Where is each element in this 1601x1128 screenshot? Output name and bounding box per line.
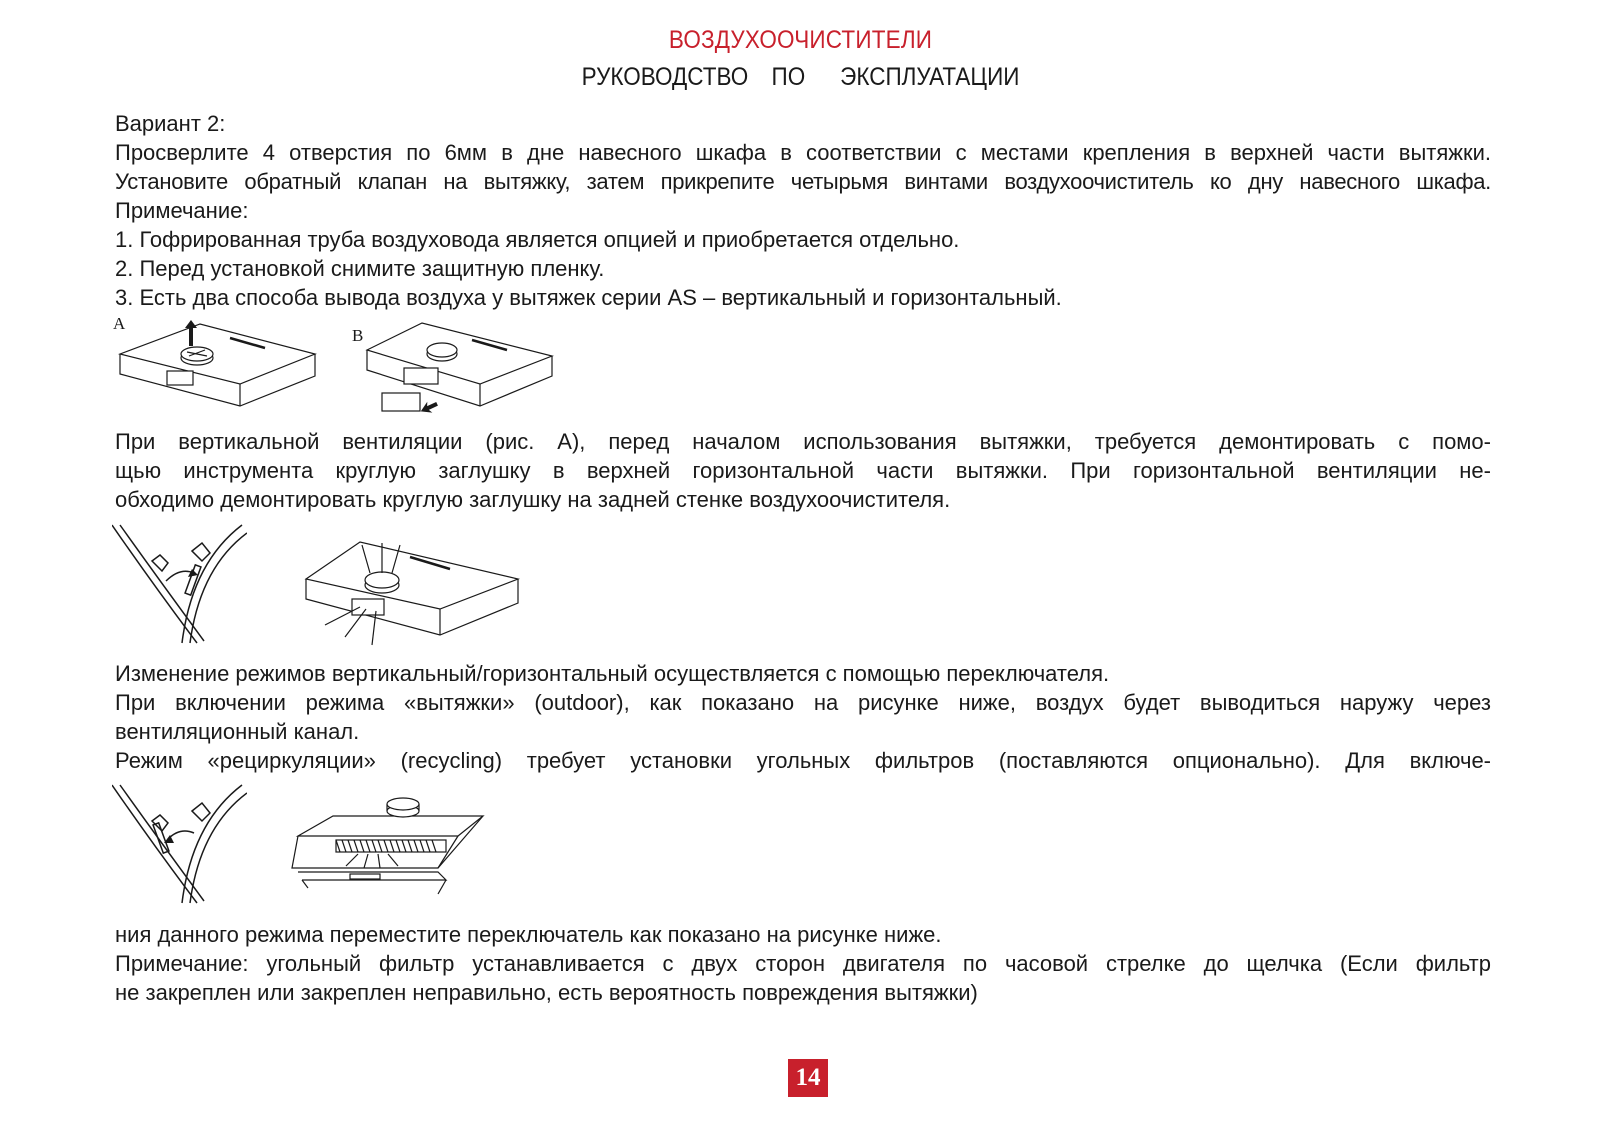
- figure-b-horizontal-exhaust: [362, 318, 562, 423]
- section-recycling-mode: [115, 920, 1491, 1007]
- section-mode-switch: [115, 659, 1491, 775]
- note-label: Примечание:: [115, 198, 249, 223]
- hood-recirculation-figure: [288, 796, 488, 914]
- header-title: ВОЗДУХООЧИСТИТЕЛИ: [668, 26, 933, 54]
- recycling-line-1: ния данного режима переместите переключатель как показано на рисунке ниже.: [115, 922, 942, 947]
- mode-line-4: Режим «рециркуляции» (recycling) требует установки угольных фильтров (поставляются опционально). Для включе-: [115, 748, 1491, 773]
- figure-a-vertical-exhaust: [115, 316, 325, 416]
- mode-line-2: При включении режима «вытяжки» (outdoor), как показано на рисунке ниже, воздух будет выводиться наружу через: [115, 690, 1491, 715]
- figure-b-label: B: [352, 326, 364, 345]
- ventilation-line-1: При вертикальной вентиляции (рис. А), перед началом использования вытяжки, требуется демонтировать с помо-: [115, 429, 1491, 454]
- switch-outdoor-figure: [112, 523, 247, 645]
- hood-airflow-figure: [300, 537, 522, 649]
- instruction-line-2: Установите обратный клапан на вытяжку, затем прикрепите четырьмя винтами воздухоочиститель ко дну навесного шкафа.: [115, 169, 1491, 194]
- recycling-line-2: Примечание: угольный фильтр устанавливается с двух сторон двигателя по часовой стрелке до щелчка (Если фильтр: [115, 951, 1491, 976]
- variant-heading: Вариант 2:: [115, 111, 226, 136]
- instruction-line-1: Просверлите 4 отверстия по 6мм в дне навесного шкафа в соответствии с местами крепления в верхней части вытяжки.: [115, 140, 1491, 165]
- recycling-line-3: не закреплен или закреплен неправильно, есть вероятность повреждения вытяжки): [115, 980, 978, 1005]
- note-item-3: 3. Есть два способа вывода воздуха у вытяжек серии AS – вертикальный и горизонтальный.: [115, 285, 1062, 310]
- section-vertical-ventilation: [115, 427, 1491, 514]
- header-subtitle: РУКОВОДСТВО ПО ЭКСПЛУАТАЦИИ: [581, 63, 1020, 91]
- switch-recycling-figure: [112, 783, 247, 905]
- mode-line-3: вентиляционный канал.: [115, 719, 360, 744]
- note-item-1: 1. Гофрированная труба воздуховода является опцией и приобретается отдельно.: [115, 227, 960, 252]
- page-number-badge: 14: [788, 1059, 828, 1097]
- ventilation-line-3: обходимо демонтировать круглую заглушку на задней стенке воздухоочистителя.: [115, 487, 951, 512]
- section-variant-2: [115, 109, 1491, 312]
- figure-a-label: A: [113, 314, 126, 333]
- mode-line-1: Изменение режимов вертикальный/горизонтальный осуществляется с помощью переключателя.: [115, 661, 1110, 686]
- ventilation-line-2: щью инструмента круглую заглушку в верхней горизонтальной части вытяжки. При горизонтальной вентиляции не-: [115, 458, 1491, 483]
- note-item-2: 2. Перед установкой снимите защитную пленку.: [115, 256, 605, 281]
